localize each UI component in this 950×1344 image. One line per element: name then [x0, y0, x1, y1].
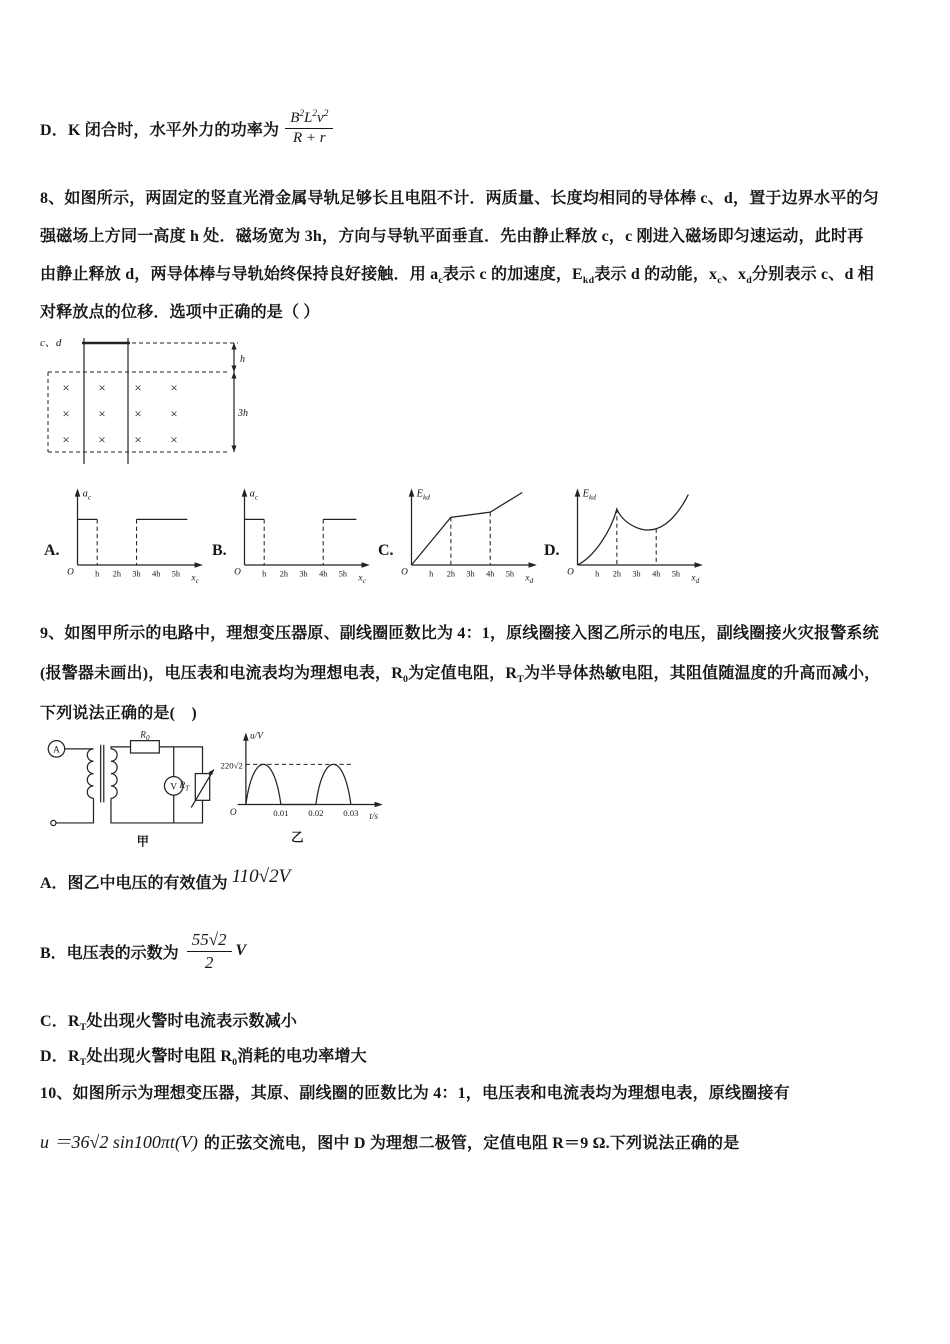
question-9-line-2: (报警器未画出)，电压表和电流表均为理想电表，$R_0$为定值电阻，$R_T$为半导体热敏电阻，其阻值随温度的升高而减小， [40, 665, 881, 686]
graph-option-a-group [44, 480, 208, 592]
q9-option-b-fraction [187, 929, 232, 973]
x-axis-label: $x_c$ [190, 573, 199, 586]
q9-option-b [40, 922, 246, 980]
resistor-r0 [131, 741, 160, 753]
bars-label: c、d [40, 337, 62, 349]
svg-text:0.02: 0.02 [308, 807, 324, 818]
svg-text:×: × [170, 406, 178, 421]
graph-a [63, 480, 208, 592]
q9-option-c: C．$R_T$处出现火警时电流表示数减小 [40, 1013, 298, 1034]
svg-text:0.01: 0.01 [273, 807, 289, 818]
svg-text:×: × [134, 406, 142, 421]
q10-voltage-formula: u ＝36√2 sin100πt(V) [40, 1132, 198, 1152]
graph-option-b-group [212, 480, 375, 592]
question-8-line-2: 强磁场上方同一高度 h 处．磁场宽为 3h，方向与导轨平面垂直．先由静止释放 c，c 刚进入磁场即匀速运动，此时再 [40, 228, 864, 245]
q9-option-a [40, 866, 290, 896]
svg-text:3h: 3h [299, 569, 308, 579]
question-8 [40, 180, 879, 332]
svg-text:×: × [98, 380, 106, 395]
curve [244, 519, 356, 565]
origin-label: O [229, 807, 237, 818]
graph-b [230, 480, 375, 592]
question-9-line-3: 下列说法正确的是( ) [40, 705, 197, 722]
svg-text:5h: 5h [671, 569, 680, 579]
svg-text:0.03: 0.03 [343, 807, 359, 818]
ammeter-label: A [53, 745, 60, 756]
svg-text:5h: 5h [505, 569, 514, 579]
svg-text:2h: 2h [612, 569, 621, 579]
svg-text:2h: 2h [112, 569, 121, 579]
y-axis-label: $E_{kd}$ [582, 488, 596, 502]
question-8-line-4: 对释放点的位移．选项中正确的是（ ） [40, 304, 320, 321]
q9-option-b-unit: V [235, 942, 247, 959]
svg-text:×: × [62, 406, 70, 421]
svg-text:2h: 2h [446, 569, 455, 579]
question-8-line-3: 由静止释放 d，两导体棒与导轨始终保持良好接触．用 $a_c$表示 c 的加速度，$E_{kd}$表示 d 的动能，$x_c$、$x_d$分别表示 c、d 相 [40, 266, 874, 287]
axes [74, 488, 202, 567]
q10-line-2-rest: 的正弦交流电，图中 D 为理想二极管，定值电阻 R＝9 Ω.下列说法正确的是 [203, 1134, 740, 1152]
fraction-numerator: $B^2L^2v^2$ [285, 109, 333, 129]
svg-text:h: h [94, 569, 99, 579]
terminal-dot [51, 820, 56, 825]
field-boundary-dashed [48, 343, 238, 452]
fraction-numerator: 55√2 [187, 929, 232, 951]
x-tick-labels [95, 569, 181, 578]
svg-text:×: × [170, 432, 178, 447]
option-d-top-text: D．K 闭合时，水平外力的功率为 [40, 121, 280, 139]
voltage-waveform-graph [215, 724, 390, 848]
x-tick-labels [595, 569, 681, 578]
graph-c [397, 480, 542, 592]
r0-label: $R_0$ [140, 730, 150, 743]
question-10-line-1: 10、如图所示为理想变压器，其原、副线圈的匝数比为 4：1，电压表和电流表均为理想电表，原线圈接有 [40, 1085, 790, 1102]
curve [577, 495, 688, 565]
question-10-line-2 [40, 1116, 739, 1166]
x-tick-labels [273, 808, 359, 818]
graph-option-d-group [544, 480, 708, 592]
peak-value-label: 220√2 [220, 760, 243, 771]
option-d-label: D. [544, 542, 560, 559]
field-width-dimension-3h [231, 372, 248, 452]
circuit-caption: 甲 [136, 834, 150, 849]
transformer-circuit-diagram [40, 728, 220, 850]
svg-text:×: × [170, 380, 178, 395]
svg-text:2h: 2h [279, 569, 288, 579]
svg-text:3h: 3h [465, 569, 475, 579]
secondary-coil [111, 749, 117, 798]
x-axis-label: $x_d$ [524, 573, 533, 586]
svg-text:×: × [62, 380, 70, 395]
q9-option-a-label: A．图乙中电压的有效值为 [40, 874, 228, 892]
fraction-denominator: 2 [204, 952, 214, 972]
q9-option-b-label: B．电压表的示数为 [40, 944, 179, 962]
svg-text:×: × [98, 432, 106, 447]
svg-text:×: × [62, 432, 70, 447]
axes [241, 488, 369, 567]
height-dimension-h [231, 343, 245, 372]
option-b-label: B. [212, 542, 227, 559]
option-a-label: A. [44, 542, 60, 559]
magnetic-field-diagram [38, 330, 253, 470]
svg-text:h: h [261, 569, 266, 579]
voltmeter-label: V [170, 782, 178, 793]
rails [84, 338, 128, 464]
y-axis-label: $E_{kd}$ [416, 488, 430, 502]
option-d-top [40, 102, 333, 154]
x-axis-label: $x_d$ [690, 573, 699, 586]
svg-text:×: × [98, 406, 106, 421]
axes [238, 732, 383, 807]
svg-text:3h: 3h [131, 569, 141, 579]
primary-coil [87, 749, 93, 798]
x-axis-label: t/s [369, 811, 379, 822]
power-formula-fraction [285, 109, 333, 148]
y-axis-label: u/V [250, 731, 263, 742]
origin-label: O [566, 567, 574, 578]
graph-d [563, 480, 708, 592]
svg-text:5h: 5h [338, 569, 347, 579]
option-c-label: C. [378, 542, 394, 559]
y-axis-label: $a_c$ [82, 488, 91, 502]
svg-text:4h: 4h [318, 569, 328, 579]
question-9 [40, 614, 880, 734]
origin-label: O [233, 567, 241, 578]
origin-label: O [400, 567, 408, 578]
sine-humps [246, 764, 351, 804]
curve [411, 493, 522, 566]
rt-label: $R_T$ [179, 780, 190, 793]
svg-text:h: h [428, 569, 433, 579]
x-tick-labels [429, 569, 515, 578]
q9-option-d: D．$R_T$处出现火警时电阻 $R_0$消耗的电功率增大 [40, 1048, 367, 1069]
x-axis-label: $x_c$ [358, 573, 366, 586]
curve [77, 519, 187, 565]
svg-text:4h: 4h [485, 569, 494, 579]
waveform-caption: 乙 [291, 830, 304, 845]
question-8-line-1: 8、如图所示，两固定的竖直光滑金属导轨足够长且电阻不计．两质量、长度均相同的导体棒 c、d，置于边界水平的匀 [40, 190, 879, 207]
fraction-denominator: R + r [292, 129, 326, 146]
svg-text:3h: 3h [631, 569, 641, 579]
question-9-line-1: 9、如图甲所示的电路中，理想变压器原、副线圈匝数比为 4：1，原线圈接入图乙所示的电压，副线圈接火灾报警系统 [40, 625, 879, 642]
x-tick-labels [262, 569, 348, 578]
svg-text:4h: 4h [151, 569, 160, 579]
svg-text:4h: 4h [651, 569, 660, 579]
graph-option-c-group [378, 480, 542, 592]
svg-text:5h: 5h [171, 569, 180, 579]
svg-text:h: h [594, 569, 599, 579]
origin-label: O [66, 567, 74, 578]
svg-text:×: × [134, 380, 142, 395]
flux-cross-symbols [62, 380, 177, 447]
field-height-label: 3h [238, 408, 248, 419]
q9-option-a-value: 110√2V [231, 866, 291, 887]
svg-text:×: × [134, 432, 142, 447]
y-axis-label: $a_c$ [249, 488, 258, 502]
gap-height-label: h [240, 354, 245, 365]
